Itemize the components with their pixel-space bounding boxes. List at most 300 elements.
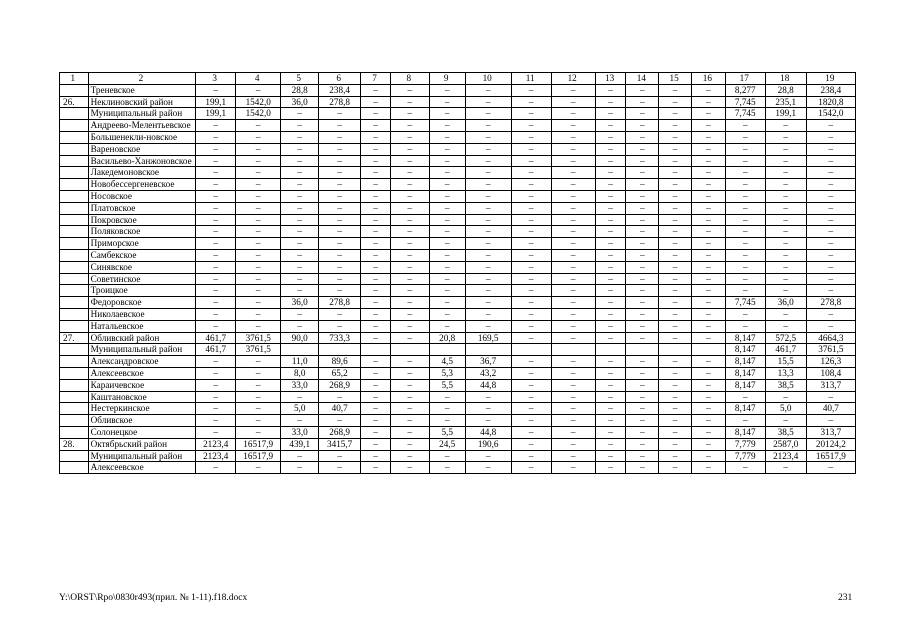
table-row [60, 426, 856, 438]
value-cell: 278,8 [319, 297, 361, 309]
column-header: 5 [281, 73, 319, 85]
value-cell: – [511, 367, 551, 379]
row-number-cell [60, 167, 89, 179]
value-cell: – [659, 226, 692, 238]
table-row [60, 261, 856, 273]
value-cell: – [236, 155, 281, 167]
value-cell: – [626, 450, 659, 462]
value-cell: – [806, 273, 855, 285]
value-cell: – [595, 426, 626, 438]
value-cell: – [659, 167, 692, 179]
row-name-cell: Лакедемоновское [88, 167, 196, 179]
value-cell [361, 344, 391, 356]
value-cell: – [595, 320, 626, 332]
value-cell: 13,3 [765, 367, 806, 379]
value-cell: – [725, 249, 765, 261]
value-cell: – [551, 462, 595, 474]
value-cell: – [465, 320, 511, 332]
value-cell: 2123,4 [196, 438, 236, 450]
column-header: 10 [465, 73, 511, 85]
value-cell: – [511, 415, 551, 427]
value-cell: – [361, 462, 391, 474]
value-cell: – [319, 131, 361, 143]
value-cell: – [659, 155, 692, 167]
value-cell: 8,147 [725, 426, 765, 438]
table-row [60, 285, 856, 297]
value-cell: – [551, 426, 595, 438]
row-number-cell [60, 143, 89, 155]
value-cell: – [429, 155, 465, 167]
value-cell: 169,5 [465, 332, 511, 344]
value-cell: – [361, 155, 391, 167]
value-cell: – [691, 226, 725, 238]
row-name-cell: Алексеевское [88, 367, 196, 379]
value-cell: – [390, 167, 429, 179]
table-row [60, 379, 856, 391]
value-cell: – [429, 391, 465, 403]
value-cell: – [319, 285, 361, 297]
value-cell: 65,2 [319, 367, 361, 379]
value-cell: – [691, 202, 725, 214]
value-cell: – [429, 450, 465, 462]
value-cell: – [236, 426, 281, 438]
value-cell: 5,0 [281, 403, 319, 415]
table-row [60, 249, 856, 261]
value-cell: – [361, 426, 391, 438]
table-row [60, 450, 856, 462]
value-cell: 3415,7 [319, 438, 361, 450]
value-cell: – [691, 320, 725, 332]
value-cell: 8,147 [725, 344, 765, 356]
value-cell: 90,0 [281, 332, 319, 344]
value-cell: – [626, 131, 659, 143]
value-cell: 1542,0 [236, 108, 281, 120]
value-cell: – [429, 285, 465, 297]
value-cell: – [196, 308, 236, 320]
row-name-cell: Большенекли-новское [88, 131, 196, 143]
value-cell: – [236, 249, 281, 261]
value-cell: – [765, 190, 806, 202]
table-row [60, 84, 856, 96]
value-cell: – [659, 84, 692, 96]
value-cell: – [319, 155, 361, 167]
row-name-cell: Носовское [88, 190, 196, 202]
row-number-cell: 28. [60, 438, 89, 450]
row-number-cell [60, 238, 89, 250]
value-cell: – [465, 450, 511, 462]
value-cell: 8,147 [725, 403, 765, 415]
value-cell: 190,6 [465, 438, 511, 450]
column-header: 7 [361, 73, 391, 85]
value-cell: – [659, 297, 692, 309]
value-cell: – [390, 179, 429, 191]
value-cell: – [390, 96, 429, 108]
value-cell: – [595, 356, 626, 368]
value-cell: – [236, 131, 281, 143]
value-cell: – [765, 131, 806, 143]
value-cell: – [626, 190, 659, 202]
row-number-cell [60, 131, 89, 143]
value-cell: – [390, 238, 429, 250]
value-cell: – [551, 84, 595, 96]
value-cell: 8,147 [725, 332, 765, 344]
value-cell: 313,7 [806, 426, 855, 438]
value-cell: – [511, 391, 551, 403]
value-cell: – [659, 179, 692, 191]
value-cell: 2587,0 [765, 438, 806, 450]
value-cell: 5,5 [429, 426, 465, 438]
value-cell: – [511, 320, 551, 332]
row-name-cell: Алексеевское [88, 462, 196, 474]
value-cell: – [806, 249, 855, 261]
value-cell: 7,779 [725, 450, 765, 462]
value-cell: – [659, 214, 692, 226]
value-cell: 268,9 [319, 426, 361, 438]
value-cell: – [511, 202, 551, 214]
value-cell: – [319, 391, 361, 403]
value-cell: – [319, 167, 361, 179]
value-cell: – [765, 308, 806, 320]
value-cell: – [196, 415, 236, 427]
value-cell: – [626, 261, 659, 273]
value-cell: – [390, 438, 429, 450]
value-cell: – [196, 202, 236, 214]
row-name-cell: Приморское [88, 238, 196, 250]
row-name-cell: Советинское [88, 273, 196, 285]
value-cell: – [429, 308, 465, 320]
value-cell: – [361, 285, 391, 297]
value-cell: – [511, 143, 551, 155]
value-cell: – [319, 226, 361, 238]
value-cell: – [725, 462, 765, 474]
row-number-cell [60, 285, 89, 297]
value-cell: – [626, 143, 659, 155]
row-name-cell: Муниципальный район [88, 108, 196, 120]
row-number-cell [60, 226, 89, 238]
table-row [60, 391, 856, 403]
value-cell: – [551, 226, 595, 238]
value-cell: – [319, 320, 361, 332]
value-cell: – [765, 202, 806, 214]
value-cell: 8,147 [725, 367, 765, 379]
value-cell: – [390, 379, 429, 391]
value-cell: – [765, 238, 806, 250]
value-cell: – [806, 202, 855, 214]
value-cell: – [659, 332, 692, 344]
value-cell: – [595, 367, 626, 379]
value-cell: – [806, 308, 855, 320]
value-cell: – [691, 450, 725, 462]
value-cell: – [281, 167, 319, 179]
value-cell: 16517,9 [236, 450, 281, 462]
value-cell: – [595, 226, 626, 238]
value-cell: – [196, 214, 236, 226]
value-cell: – [691, 214, 725, 226]
value-cell: 24,5 [429, 438, 465, 450]
value-cell: – [659, 108, 692, 120]
value-cell: – [626, 155, 659, 167]
value-cell: – [806, 391, 855, 403]
row-name-cell: Натальевское [88, 320, 196, 332]
value-cell: – [595, 379, 626, 391]
value-cell: – [390, 84, 429, 96]
value-cell: – [551, 202, 595, 214]
value-cell: – [551, 320, 595, 332]
value-cell: – [511, 332, 551, 344]
value-cell: – [319, 308, 361, 320]
row-name-cell: Неклиновский район [88, 96, 196, 108]
value-cell: – [595, 120, 626, 132]
value-cell: – [390, 143, 429, 155]
value-cell: – [806, 462, 855, 474]
value-cell [465, 344, 511, 356]
value-cell: – [691, 120, 725, 132]
value-cell: – [626, 120, 659, 132]
value-cell: – [725, 273, 765, 285]
value-cell: – [725, 391, 765, 403]
column-header: 3 [196, 73, 236, 85]
value-cell: – [319, 273, 361, 285]
row-name-cell: Самбекское [88, 249, 196, 261]
value-cell: – [390, 108, 429, 120]
value-cell: – [595, 438, 626, 450]
value-cell: – [659, 285, 692, 297]
value-cell: – [765, 143, 806, 155]
value-cell: 44,8 [465, 426, 511, 438]
row-number-cell [60, 108, 89, 120]
value-cell: 461,7 [765, 344, 806, 356]
table-row [60, 120, 856, 132]
table-row [60, 356, 856, 368]
value-cell: – [361, 438, 391, 450]
value-cell: – [659, 143, 692, 155]
value-cell: – [626, 332, 659, 344]
value-cell: – [281, 450, 319, 462]
value-cell: – [626, 356, 659, 368]
value-cell: 28,8 [281, 84, 319, 96]
row-number-cell [60, 356, 89, 368]
value-cell: – [511, 438, 551, 450]
value-cell: – [595, 214, 626, 226]
value-cell: – [465, 226, 511, 238]
table-body [60, 73, 856, 474]
value-cell: – [659, 308, 692, 320]
value-cell: 33,0 [281, 379, 319, 391]
value-cell: 36,0 [281, 297, 319, 309]
value-cell: 7,745 [725, 108, 765, 120]
value-cell: – [659, 426, 692, 438]
value-cell: – [236, 261, 281, 273]
value-cell: – [390, 226, 429, 238]
value-cell: – [626, 84, 659, 96]
value-cell: – [511, 226, 551, 238]
value-cell: – [551, 356, 595, 368]
row-name-cell: Караичевское [88, 379, 196, 391]
row-name-cell: Васильево-Ханжоновское [88, 155, 196, 167]
value-cell: – [725, 308, 765, 320]
value-cell: 3761,5 [236, 344, 281, 356]
value-cell: 38,5 [765, 426, 806, 438]
value-cell: – [551, 249, 595, 261]
value-cell: – [595, 155, 626, 167]
value-cell: – [806, 285, 855, 297]
value-cell: – [595, 273, 626, 285]
value-cell: – [429, 120, 465, 132]
value-cell: – [511, 155, 551, 167]
value-cell: – [361, 238, 391, 250]
value-cell: – [319, 202, 361, 214]
value-cell: – [361, 179, 391, 191]
table-row [60, 438, 856, 450]
row-name-cell: Треневское [88, 84, 196, 96]
value-cell: 238,4 [806, 84, 855, 96]
value-cell: – [511, 426, 551, 438]
table-row [60, 143, 856, 155]
value-cell: – [319, 190, 361, 202]
value-cell: – [465, 308, 511, 320]
value-cell: – [281, 155, 319, 167]
value-cell: – [390, 308, 429, 320]
value-cell: – [429, 297, 465, 309]
row-number-cell [60, 320, 89, 332]
value-cell: – [236, 462, 281, 474]
value-cell: – [196, 84, 236, 96]
value-cell: – [806, 415, 855, 427]
value-cell [390, 344, 429, 356]
value-cell: – [725, 226, 765, 238]
value-cell: – [765, 273, 806, 285]
value-cell: – [319, 415, 361, 427]
value-cell: – [465, 261, 511, 273]
value-cell: – [361, 356, 391, 368]
value-cell: 33,0 [281, 426, 319, 438]
value-cell: – [551, 308, 595, 320]
value-cell: – [390, 356, 429, 368]
column-header: 18 [765, 73, 806, 85]
value-cell: – [281, 320, 319, 332]
value-cell: – [511, 96, 551, 108]
value-cell: 8,277 [725, 84, 765, 96]
value-cell: – [626, 320, 659, 332]
value-cell: – [236, 391, 281, 403]
value-cell: – [236, 238, 281, 250]
value-cell: – [806, 155, 855, 167]
value-cell: – [236, 379, 281, 391]
value-cell: 7,779 [725, 438, 765, 450]
value-cell: – [390, 214, 429, 226]
value-cell: – [511, 285, 551, 297]
value-cell: 36,0 [281, 96, 319, 108]
value-cell: – [429, 84, 465, 96]
value-cell: – [465, 202, 511, 214]
value-cell: – [236, 415, 281, 427]
value-cell: – [691, 96, 725, 108]
value-cell: – [626, 415, 659, 427]
value-cell: – [465, 143, 511, 155]
value-cell: – [551, 238, 595, 250]
value-cell: 3761,5 [236, 332, 281, 344]
row-number-cell: 26. [60, 96, 89, 108]
value-cell: – [465, 403, 511, 415]
value-cell: – [196, 190, 236, 202]
value-cell: – [511, 450, 551, 462]
value-cell: – [236, 367, 281, 379]
value-cell: – [691, 367, 725, 379]
value-cell: – [551, 190, 595, 202]
table-row [60, 332, 856, 344]
row-number-cell [60, 190, 89, 202]
value-cell: 36,0 [765, 297, 806, 309]
row-name-cell: Нестеркинское [88, 403, 196, 415]
value-cell: – [595, 249, 626, 261]
value-cell: – [429, 261, 465, 273]
value-cell: – [595, 391, 626, 403]
value-cell: – [691, 84, 725, 96]
value-cell: – [595, 308, 626, 320]
value-cell: – [626, 391, 659, 403]
value-cell: – [551, 167, 595, 179]
value-cell: – [361, 415, 391, 427]
row-number-cell [60, 391, 89, 403]
value-cell: – [691, 462, 725, 474]
table-row [60, 297, 856, 309]
value-cell: – [511, 84, 551, 96]
value-cell: 20,8 [429, 332, 465, 344]
value-cell: – [551, 438, 595, 450]
value-cell: – [465, 131, 511, 143]
value-cell [281, 344, 319, 356]
value-cell [551, 344, 595, 356]
table-row [60, 367, 856, 379]
value-cell: – [659, 131, 692, 143]
value-cell: – [551, 391, 595, 403]
value-cell: – [465, 249, 511, 261]
value-cell: – [390, 261, 429, 273]
value-cell: – [361, 320, 391, 332]
value-cell: – [659, 202, 692, 214]
value-cell: – [691, 332, 725, 344]
value-cell: – [626, 438, 659, 450]
value-cell: – [429, 214, 465, 226]
value-cell: – [626, 214, 659, 226]
value-cell: – [361, 202, 391, 214]
value-cell: – [465, 285, 511, 297]
value-cell: – [361, 108, 391, 120]
value-cell: – [429, 96, 465, 108]
value-cell: – [725, 120, 765, 132]
value-cell: – [429, 190, 465, 202]
value-cell: – [511, 190, 551, 202]
row-name-cell: Новобессергеневское [88, 179, 196, 191]
table-row [60, 415, 856, 427]
value-cell: – [765, 167, 806, 179]
table-row [60, 238, 856, 250]
row-number-cell [60, 261, 89, 273]
value-cell: – [390, 131, 429, 143]
value-cell: – [595, 238, 626, 250]
value-cell: 38,5 [765, 379, 806, 391]
value-cell: – [236, 273, 281, 285]
value-cell: – [465, 273, 511, 285]
page-number: 231 [838, 593, 853, 603]
value-cell: – [319, 179, 361, 191]
value-cell: 268,9 [319, 379, 361, 391]
value-cell: – [691, 249, 725, 261]
value-cell: – [361, 450, 391, 462]
value-cell: – [319, 450, 361, 462]
value-cell: – [691, 108, 725, 120]
row-name-cell: Троицкое [88, 285, 196, 297]
